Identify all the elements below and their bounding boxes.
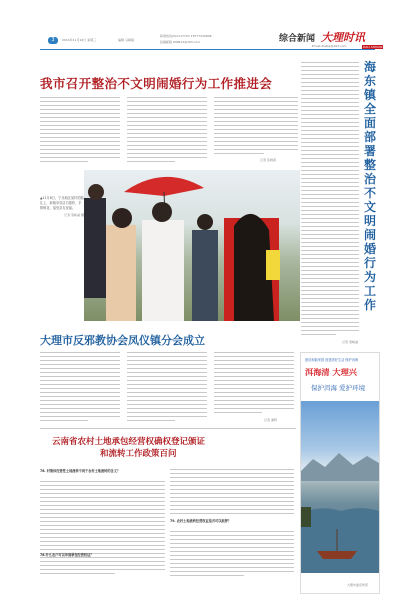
article-3-headline: 云南省农村土地承包经营权确权登记颁证 bbox=[52, 437, 206, 447]
article-3-headline-line2: 和流转工作政策百问 bbox=[100, 449, 177, 459]
wedding-scene-illustration bbox=[84, 170, 300, 321]
ad-slogan-blue: 保护洱海 爱护环境 bbox=[311, 384, 366, 392]
article-1-body bbox=[40, 97, 120, 165]
sidebar-headline: 海东镇全面部署整治不文明闹婚行为工作 bbox=[364, 60, 377, 312]
article-3-box bbox=[40, 428, 296, 589]
article-2-body bbox=[40, 352, 120, 424]
brand-sub: DALI SHIXUN bbox=[363, 45, 383, 49]
photo-credit: 记者 蔡映凝 摄 bbox=[64, 213, 84, 217]
article-3-body-col2b bbox=[170, 531, 294, 579]
contact-email: 投稿邮箱 DWB13@163.com bbox=[160, 40, 201, 44]
page-number: 3 bbox=[51, 37, 55, 43]
date-line: 2016年11月16日 星期三 bbox=[62, 38, 97, 42]
section-title: 综合新闻 bbox=[279, 34, 316, 44]
article-1-headline: 我市召开整治不文明闹婚行为工作推进会 bbox=[40, 76, 273, 91]
ad-slogan-red: 洱海清 大理兴 bbox=[305, 367, 357, 377]
sidebar-body bbox=[301, 62, 359, 338]
photo-caption-box bbox=[40, 196, 84, 318]
brand-logo: 大理时讯 bbox=[321, 31, 365, 44]
article-2-headline: 大理市反邪教协会凤仪镇分会成立 bbox=[40, 334, 205, 347]
sidebar-byline: 记者 蔡映凝 bbox=[342, 340, 358, 344]
ad-footer: 大理市委宣传部 bbox=[347, 583, 369, 587]
article-2-body-col3 bbox=[214, 352, 294, 416]
article-1-body-col2 bbox=[127, 97, 207, 165]
article-3-body bbox=[40, 481, 165, 577]
article-1-byline: 记者 张晓燕 bbox=[260, 158, 276, 162]
article-1-body-col3 bbox=[214, 97, 298, 157]
contact-line: 新闻热线(0)2117703 13577230808 bbox=[160, 34, 212, 38]
article-3-body-col2 bbox=[170, 469, 294, 517]
public-service-ad bbox=[300, 352, 380, 594]
page-number-badge bbox=[48, 37, 58, 44]
editor-line: 编辑 马敏聪 bbox=[118, 38, 134, 42]
ad-header-text: 建设和谐家园 创建美好生活 保护洱海 bbox=[305, 358, 359, 362]
lake-scene-illustration bbox=[301, 401, 379, 573]
question-79: 79. 农村土地流转经营权证是否可以抵押？ bbox=[170, 519, 231, 523]
lake-photo bbox=[301, 401, 379, 573]
question-76: 76. 村集体经营性土地流转不同于农村土地流转的含义？ bbox=[40, 469, 121, 473]
article-2-byline: 记者 谢辉 bbox=[264, 418, 277, 422]
header-rule bbox=[40, 49, 375, 50]
masthead bbox=[0, 0, 410, 49]
article-2-body-col2 bbox=[127, 352, 207, 424]
brand-url: Email:dlwbq@163.com bbox=[312, 44, 347, 48]
wedding-photo bbox=[84, 170, 300, 321]
question-78: 78.什么农户可以申请承包经营权证？ bbox=[40, 553, 94, 557]
photo-caption: ▲11月8日，宁北地区某村的婚礼上，新娘身穿洁白婚纱，手捧鲜花，接受亲友祝福。 bbox=[40, 196, 84, 210]
